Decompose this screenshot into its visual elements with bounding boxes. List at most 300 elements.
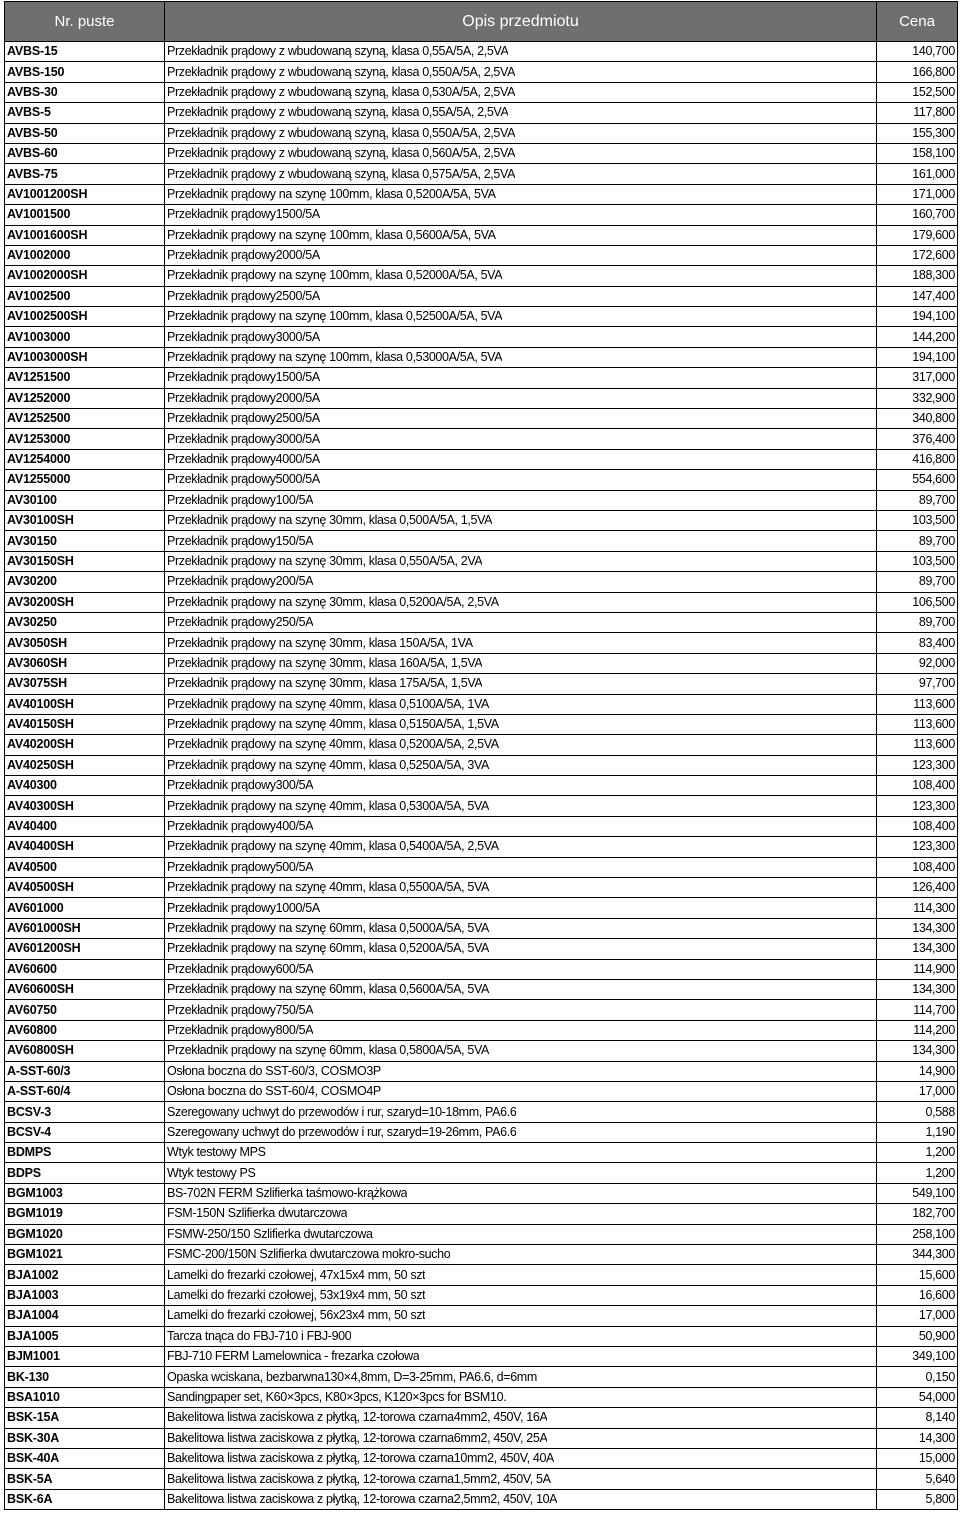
item-description: Przekładnik prądowy200/5A [167, 574, 314, 589]
item-description: Przekładnik prądowy250/5A [167, 615, 314, 630]
table-row [5, 184, 958, 204]
item-price: 140,700 [877, 42, 958, 62]
item-number: AV60750 [5, 1000, 165, 1020]
item-description: Przekładnik prądowy z wbudowaną szyną, klasa 0,55A/5A, 2,5VA [167, 44, 509, 59]
table-row [5, 62, 958, 82]
item-price: 172,600 [877, 245, 958, 265]
item-description-cell [165, 388, 877, 408]
item-description: Przekładnik prądowy3000/5A [167, 431, 320, 446]
table-row [5, 572, 958, 592]
table-row [5, 857, 958, 877]
item-price: 376,400 [877, 429, 958, 449]
table-row [5, 470, 958, 490]
item-number: AV1003000SH [5, 347, 165, 367]
item-description: Bakelitowa listwa zaciskowa z płytką, 12-torowa czarna6mm2, 450V, 25A [167, 1430, 548, 1445]
table-row [5, 1489, 958, 1509]
table-row [5, 490, 958, 510]
item-number: BSK-6A [5, 1489, 165, 1509]
item-number: AV1254000 [5, 449, 165, 469]
item-price: 117,800 [877, 103, 958, 123]
table-row [5, 1367, 958, 1387]
header-row [5, 2, 958, 42]
item-number: AV40250SH [5, 755, 165, 775]
item-description-cell [165, 1306, 877, 1326]
table-row [5, 409, 958, 429]
item-description-cell [165, 1163, 877, 1183]
item-description: Tarcza tnąca do FBJ-710 i FBJ-900 [167, 1328, 352, 1343]
item-number: AV1001600SH [5, 225, 165, 245]
table-row [5, 1326, 958, 1346]
item-price: 134,300 [877, 1041, 958, 1061]
item-description-cell [165, 1469, 877, 1489]
table-row [5, 449, 958, 469]
item-number: AV1002000SH [5, 266, 165, 286]
item-description: Przekładnik prądowy100/5A [167, 492, 314, 507]
item-description-cell [165, 796, 877, 816]
item-number: BJA1002 [5, 1265, 165, 1285]
table-row [5, 796, 958, 816]
item-price: 123,300 [877, 755, 958, 775]
item-description-cell [165, 164, 877, 184]
item-description-cell [165, 327, 877, 347]
item-description-cell [165, 1367, 877, 1387]
item-description-cell [165, 205, 877, 225]
item-price: 158,100 [877, 143, 958, 163]
item-price: 17,000 [877, 1306, 958, 1326]
item-description-cell [165, 1408, 877, 1428]
item-price: 15,000 [877, 1448, 958, 1468]
item-price: 5,800 [877, 1489, 958, 1509]
item-description-cell [165, 409, 877, 429]
item-description-cell [165, 653, 877, 673]
item-number: AVBS-15 [5, 42, 165, 62]
table-row [5, 82, 958, 102]
table-row [5, 429, 958, 449]
item-description: Przekładnik prądowy na szynę 40mm, klasa 0,5200A/5A, 2,5VA [167, 737, 499, 752]
item-price: 5,640 [877, 1469, 958, 1489]
item-description-cell [165, 551, 877, 571]
item-description-cell [165, 1387, 877, 1407]
item-number: BDMPS [5, 1143, 165, 1163]
item-description: FSM-150N Szlifierka dwutarczowa [167, 1206, 348, 1221]
item-price: 113,600 [877, 694, 958, 714]
item-number: AV40400SH [5, 837, 165, 857]
table-row [5, 286, 958, 306]
item-description-cell [165, 1183, 877, 1203]
item-number: AV40150SH [5, 714, 165, 734]
item-number: AV3075SH [5, 674, 165, 694]
item-description: Przekładnik prądowy na szynę 100mm, klasa 0,52500A/5A, 5VA [167, 309, 503, 324]
item-description-cell [165, 1020, 877, 1040]
item-description-cell [165, 1041, 877, 1061]
item-description-cell [165, 592, 877, 612]
item-description-cell [165, 857, 877, 877]
table-row [5, 694, 958, 714]
item-number: AV1255000 [5, 470, 165, 490]
item-description-cell [165, 898, 877, 918]
item-number: BJA1003 [5, 1285, 165, 1305]
item-description-cell [165, 368, 877, 388]
item-description: Przekładnik prądowy z wbudowaną szyną, klasa 0,55A/5A, 2,5VA [167, 105, 509, 120]
table-row [5, 633, 958, 653]
item-price: 103,500 [877, 510, 958, 530]
item-number: AV60800SH [5, 1041, 165, 1061]
item-price: 160,700 [877, 205, 958, 225]
table-row [5, 205, 958, 225]
item-number: BCSV-4 [5, 1122, 165, 1142]
item-price: 0,150 [877, 1367, 958, 1387]
item-description: Przekładnik prądowy na szynę 40mm, klasa 0,5500A/5A, 5VA [167, 880, 490, 895]
table-row [5, 1285, 958, 1305]
item-price: 134,300 [877, 979, 958, 999]
item-description-cell [165, 286, 877, 306]
item-price: 188,300 [877, 266, 958, 286]
item-number: BSK-30A [5, 1428, 165, 1448]
item-price: 14,300 [877, 1428, 958, 1448]
item-number: BCSV-3 [5, 1102, 165, 1122]
item-description: Osłona boczna do SST-60/3, COSMO3P [167, 1063, 381, 1078]
header-num: Nr. puste [5, 2, 165, 42]
item-description-cell [165, 1347, 877, 1367]
table-row [5, 1224, 958, 1244]
item-number: BGM1003 [5, 1183, 165, 1203]
item-description-cell [165, 572, 877, 592]
item-description: Przekładnik prądowy2000/5A [167, 248, 320, 263]
table-row [5, 979, 958, 999]
item-number: AV1253000 [5, 429, 165, 449]
item-description: Przekładnik prądowy na szynę 60mm, klasa 0,5800A/5A, 5VA [167, 1043, 490, 1058]
item-description: Przekładnik prądowy na szynę 30mm, klasa 175A/5A, 1,5VA [167, 676, 483, 691]
table-row [5, 1143, 958, 1163]
item-description-cell [165, 918, 877, 938]
item-description-cell [165, 82, 877, 102]
item-description-cell [165, 531, 877, 551]
item-description: Lamelki do frezarki czołowej, 56x23x4 mm, 50 szt [167, 1308, 426, 1323]
item-description-cell [165, 245, 877, 265]
table-row [5, 1387, 958, 1407]
item-description-cell [165, 307, 877, 327]
table-row [5, 1204, 958, 1224]
table-row [5, 776, 958, 796]
item-description: Przekładnik prądowy1000/5A [167, 900, 320, 915]
table-row [5, 918, 958, 938]
item-number: A-SST-60/4 [5, 1081, 165, 1101]
table-row [5, 266, 958, 286]
table-row [5, 1000, 958, 1020]
item-description-cell [165, 347, 877, 367]
table-row [5, 551, 958, 571]
item-description: FSMC-200/150N Szlifierka dwutarczowa mokro-sucho [167, 1247, 451, 1262]
item-number: AV30100SH [5, 510, 165, 530]
item-description: Przekładnik prądowy400/5A [167, 819, 314, 834]
item-number: AV30150SH [5, 551, 165, 571]
table-row [5, 714, 958, 734]
item-number: AV1001500 [5, 205, 165, 225]
item-price: 113,600 [877, 714, 958, 734]
item-description: Bakelitowa listwa zaciskowa z płytką, 12-torowa czarna10mm2, 450V, 40A [167, 1451, 555, 1466]
table-row [5, 307, 958, 327]
item-number: AV1252500 [5, 409, 165, 429]
table-row [5, 735, 958, 755]
item-number: AV40100SH [5, 694, 165, 714]
item-description-cell [165, 816, 877, 836]
item-description-cell [165, 42, 877, 62]
item-number: AV30250 [5, 612, 165, 632]
item-description: Bakelitowa listwa zaciskowa z płytką, 12-torowa czarna1,5mm2, 450V, 5A [167, 1471, 551, 1486]
item-price: 108,400 [877, 857, 958, 877]
item-description-cell [165, 1122, 877, 1142]
item-description-cell [165, 1245, 877, 1265]
item-number: AVBS-150 [5, 62, 165, 82]
item-price: 152,500 [877, 82, 958, 102]
item-price: 194,100 [877, 307, 958, 327]
item-description: Przekładnik prądowy5000/5A [167, 472, 320, 487]
item-number: BSK-15A [5, 1408, 165, 1428]
item-description: Przekładnik prądowy na szynę 30mm, klasa 150A/5A, 1VA [167, 635, 473, 650]
table-row [5, 531, 958, 551]
item-description: Przekładnik prądowy na szynę 60mm, klasa 0,5200A/5A, 5VA [167, 941, 490, 956]
item-number: AV601000SH [5, 918, 165, 938]
item-number: A-SST-60/3 [5, 1061, 165, 1081]
item-price: 194,100 [877, 347, 958, 367]
item-description-cell [165, 1102, 877, 1122]
item-number: BGM1020 [5, 1224, 165, 1244]
item-price: 89,700 [877, 490, 958, 510]
header-price: Cena [877, 2, 958, 42]
item-price: 50,900 [877, 1326, 958, 1346]
item-description: Przekładnik prądowy na szynę 30mm, klasa 0,550A/5A, 2VA [167, 553, 483, 568]
item-number: BJA1005 [5, 1326, 165, 1346]
item-price: 8,140 [877, 1408, 958, 1428]
item-number: AV60600 [5, 959, 165, 979]
item-description-cell [165, 1061, 877, 1081]
item-price: 171,000 [877, 184, 958, 204]
table-row [5, 1306, 958, 1326]
item-description: Przekładnik prądowy750/5A [167, 1002, 314, 1017]
item-description-cell [165, 62, 877, 82]
item-description-cell [165, 266, 877, 286]
item-description: Przekładnik prądowy na szynę 100mm, klasa 0,5600A/5A, 5VA [167, 227, 496, 242]
item-number: AVBS-5 [5, 103, 165, 123]
item-description-cell [165, 755, 877, 775]
item-description: Przekładnik prądowy2000/5A [167, 390, 320, 405]
table-row [5, 103, 958, 123]
item-number: AV3060SH [5, 653, 165, 673]
item-price: 108,400 [877, 776, 958, 796]
table-row [5, 1061, 958, 1081]
item-description-cell [165, 1081, 877, 1101]
item-price: 144,200 [877, 327, 958, 347]
item-price: 83,400 [877, 633, 958, 653]
table-row [5, 1183, 958, 1203]
table-row [5, 959, 958, 979]
item-price: 89,700 [877, 612, 958, 632]
item-number: BJM1001 [5, 1347, 165, 1367]
item-description: Szeregowany uchwyt do przewodów i rur, szaryd=19-26mm, PA6.6 [167, 1124, 517, 1139]
item-price: 114,200 [877, 1020, 958, 1040]
table-row [5, 1102, 958, 1122]
item-description-cell [165, 979, 877, 999]
item-description-cell [165, 674, 877, 694]
item-description: Sandingpaper set, K60×3pcs, K80×3pcs, K120×3pcs for BSM10. [167, 1389, 507, 1404]
item-price: 123,300 [877, 796, 958, 816]
item-price: 114,300 [877, 898, 958, 918]
item-description: Przekładnik prądowy na szynę 30mm, klasa 0,5200A/5A, 2,5VA [167, 594, 499, 609]
item-number: BDPS [5, 1163, 165, 1183]
item-number: AV30200SH [5, 592, 165, 612]
item-description: FSMW-250/150 Szlifierka dwutarczowa [167, 1226, 373, 1241]
item-description: Lamelki do frezarki czołowej, 47x15x4 mm, 50 szt [167, 1267, 426, 1282]
item-number: AVBS-50 [5, 123, 165, 143]
item-number: AV1002500 [5, 286, 165, 306]
item-description: Przekładnik prądowy na szynę 100mm, klasa 0,5200A/5A, 5VA [167, 186, 496, 201]
item-description-cell [165, 959, 877, 979]
item-price: 113,600 [877, 735, 958, 755]
item-price: 134,300 [877, 918, 958, 938]
item-number: BGM1021 [5, 1245, 165, 1265]
item-number: BGM1019 [5, 1204, 165, 1224]
table-row [5, 368, 958, 388]
item-description: FBJ-710 FERM Lamelownica - frezarka czołowa [167, 1349, 420, 1364]
item-description-cell [165, 694, 877, 714]
item-number: BSA1010 [5, 1387, 165, 1407]
item-number: AV1002500SH [5, 307, 165, 327]
item-description-cell [165, 1000, 877, 1020]
item-price: 17,000 [877, 1081, 958, 1101]
item-description: Wtyk testowy MPS [167, 1145, 266, 1160]
item-price: 147,400 [877, 286, 958, 306]
item-price: 549,100 [877, 1183, 958, 1203]
item-price: 103,500 [877, 551, 958, 571]
item-description-cell [165, 776, 877, 796]
item-number: AVBS-30 [5, 82, 165, 102]
table-row [5, 755, 958, 775]
item-description: Przekładnik prądowy z wbudowaną szyną, klasa 0,550A/5A, 2,5VA [167, 64, 516, 79]
table-row [5, 1020, 958, 1040]
item-number: AV30100 [5, 490, 165, 510]
item-number: AV1251500 [5, 368, 165, 388]
table-row [5, 510, 958, 530]
item-description-cell [165, 123, 877, 143]
table-row [5, 837, 958, 857]
item-number: AV60800 [5, 1020, 165, 1040]
item-description-cell [165, 735, 877, 755]
table-row [5, 327, 958, 347]
item-price: 97,700 [877, 674, 958, 694]
item-price: 114,700 [877, 1000, 958, 1020]
item-price: 161,000 [877, 164, 958, 184]
item-description: Przekładnik prądowy na szynę 40mm, klasa 0,5400A/5A, 2,5VA [167, 839, 499, 854]
table-row [5, 1041, 958, 1061]
item-number: AV40300SH [5, 796, 165, 816]
item-description: Osłona boczna do SST-60/4, COSMO4P [167, 1084, 381, 1099]
item-description-cell [165, 184, 877, 204]
item-number: AV40500 [5, 857, 165, 877]
item-description-cell [165, 714, 877, 734]
item-description: Bakelitowa listwa zaciskowa z płytką, 12-torowa czarna4mm2, 450V, 16A [167, 1410, 548, 1425]
item-description: Przekładnik prądowy na szynę 40mm, klasa 0,5250A/5A, 3VA [167, 757, 490, 772]
item-description-cell [165, 1143, 877, 1163]
item-price: 106,500 [877, 592, 958, 612]
item-number: AV1003000 [5, 327, 165, 347]
item-description: Przekładnik prądowy2500/5A [167, 411, 320, 426]
item-description-cell [165, 837, 877, 857]
table-row [5, 245, 958, 265]
table-row [5, 1347, 958, 1367]
item-price: 15,600 [877, 1265, 958, 1285]
item-number: AVBS-60 [5, 143, 165, 163]
table-row [5, 1469, 958, 1489]
item-description-cell [165, 1489, 877, 1509]
item-description-cell [165, 1428, 877, 1448]
item-description-cell [165, 490, 877, 510]
item-number: AV1252000 [5, 388, 165, 408]
item-description-cell [165, 939, 877, 959]
item-description: Przekładnik prądowy150/5A [167, 533, 314, 548]
item-description: Przekładnik prądowy300/5A [167, 778, 314, 793]
table-row [5, 878, 958, 898]
item-description-cell [165, 470, 877, 490]
table-row [5, 674, 958, 694]
item-number: AV3050SH [5, 633, 165, 653]
table-row [5, 939, 958, 959]
item-price: 317,000 [877, 368, 958, 388]
item-description: Przekładnik prądowy1500/5A [167, 207, 320, 222]
item-number: AV601000 [5, 898, 165, 918]
item-price: 258,100 [877, 1224, 958, 1244]
table-row [5, 143, 958, 163]
item-description-cell [165, 103, 877, 123]
item-description-cell [165, 143, 877, 163]
item-number: BSK-40A [5, 1448, 165, 1468]
item-description: BS-702N FERM Szlifierka taśmowo-krążkowa [167, 1186, 408, 1201]
item-number: AVBS-75 [5, 164, 165, 184]
item-description: Przekładnik prądowy na szynę 60mm, klasa 0,5600A/5A, 5VA [167, 982, 490, 997]
item-description: Przekładnik prądowy na szynę 30mm, klasa 0,500A/5A, 1,5VA [167, 513, 493, 528]
item-price: 89,700 [877, 531, 958, 551]
item-price: 134,300 [877, 939, 958, 959]
table-row [5, 388, 958, 408]
table-row [5, 225, 958, 245]
item-description: Przekładnik prądowy1500/5A [167, 370, 320, 385]
item-price: 179,600 [877, 225, 958, 245]
table-row [5, 1448, 958, 1468]
item-description-cell [165, 225, 877, 245]
item-price: 89,700 [877, 572, 958, 592]
item-number: BJA1004 [5, 1306, 165, 1326]
item-price: 332,900 [877, 388, 958, 408]
item-description: Przekładnik prądowy z wbudowaną szyną, klasa 0,530A/5A, 2,5VA [167, 84, 516, 99]
table-row [5, 164, 958, 184]
item-description-cell [165, 612, 877, 632]
item-price: 54,000 [877, 1387, 958, 1407]
item-description-cell [165, 633, 877, 653]
item-price: 349,100 [877, 1347, 958, 1367]
item-description-cell [165, 878, 877, 898]
item-description: Przekładnik prądowy na szynę 40mm, klasa 0,5300A/5A, 5VA [167, 798, 490, 813]
item-description-cell [165, 1204, 877, 1224]
item-description-cell [165, 429, 877, 449]
item-description: Przekładnik prądowy500/5A [167, 859, 314, 874]
item-price: 166,800 [877, 62, 958, 82]
item-description-cell [165, 1326, 877, 1346]
table-row [5, 653, 958, 673]
item-description: Przekładnik prądowy na szynę 60mm, klasa 0,5000A/5A, 5VA [167, 920, 490, 935]
item-price: 14,900 [877, 1061, 958, 1081]
item-price: 114,900 [877, 959, 958, 979]
table-row [5, 592, 958, 612]
table-row [5, 612, 958, 632]
